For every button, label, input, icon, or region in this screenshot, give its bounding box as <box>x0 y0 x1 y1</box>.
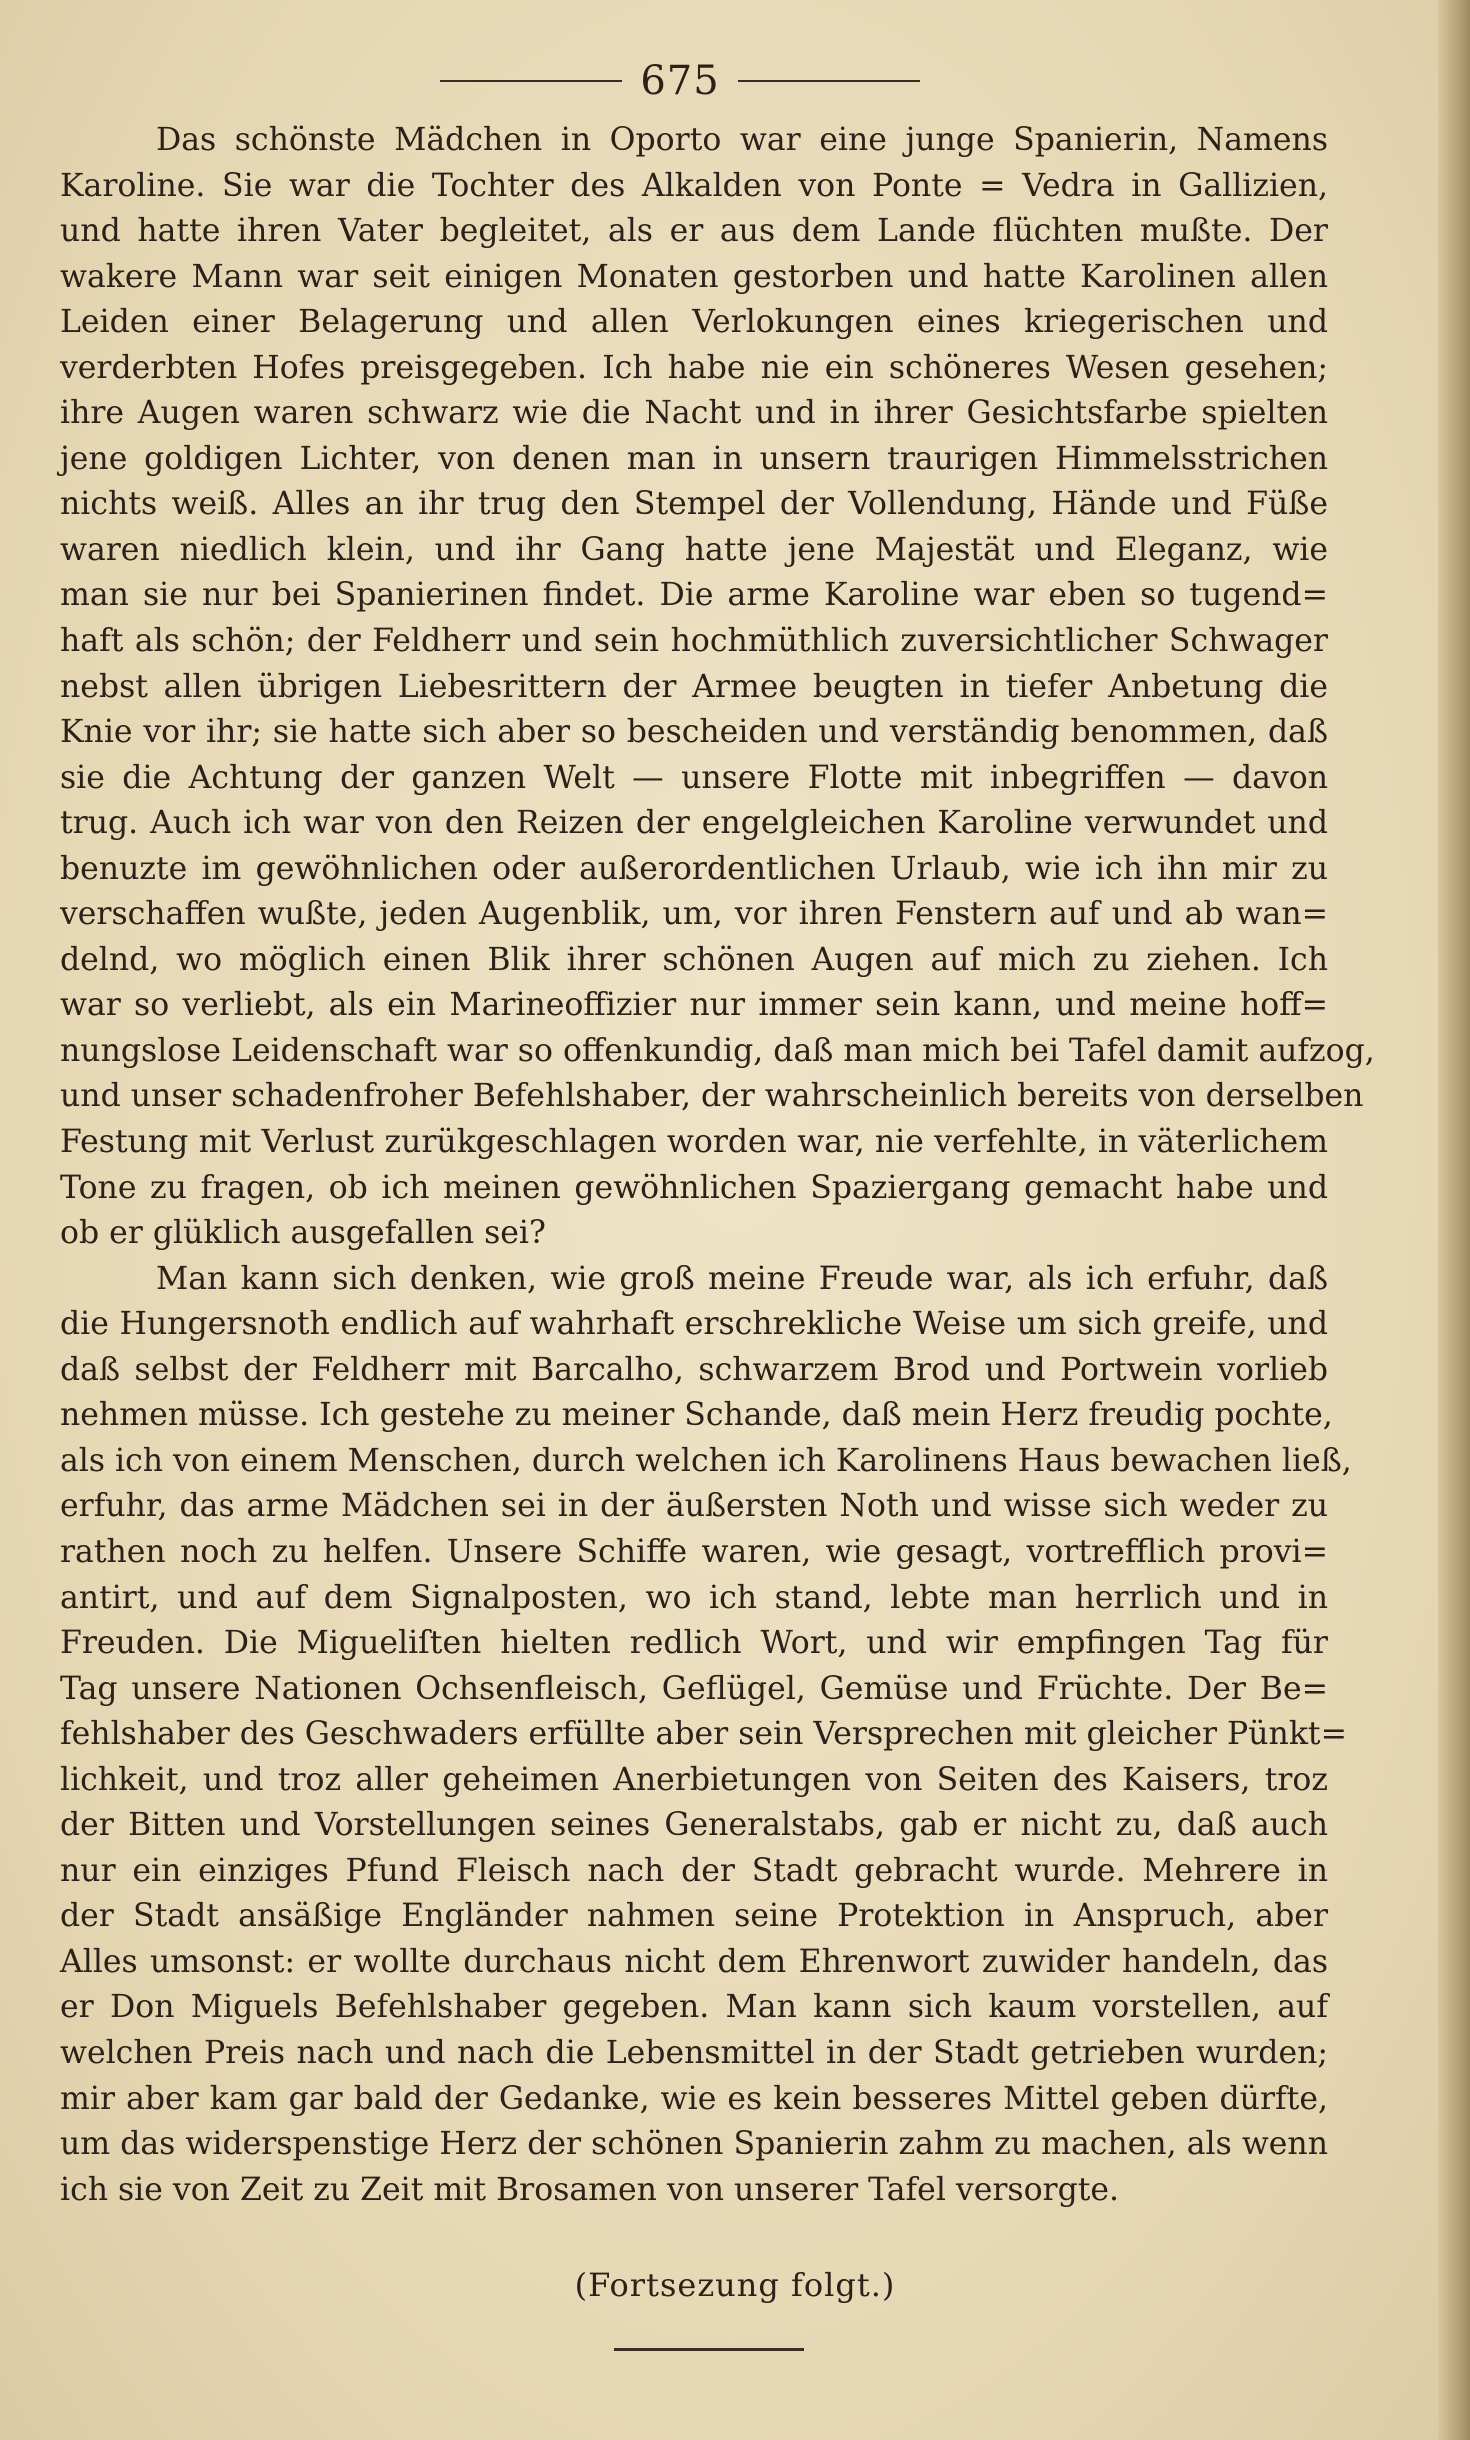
text-line: und unser schadenfroher Befehlshaber, der wahrscheinlich bereits von derselben <box>60 1078 1364 1115</box>
header-rule-right <box>738 80 920 82</box>
text-line: ich sie von Zeit zu Zeit mit Brosamen von unserer Tafel versorgte. <box>60 2171 1120 2208</box>
text-line: Tone zu fragen, ob ich meinen gewöhnlichen Spaziergang gemacht habe und <box>60 1169 1328 1206</box>
text-line: waren niedlich klein, und ihr Gang hatte jene Majestät und Eleganz, wie <box>60 531 1328 568</box>
text-line: Man kann sich denken, wie groß meine Freude war, als ich erfuhr, daß <box>156 1260 1328 1297</box>
running-header <box>440 56 920 106</box>
text-line: nehmen müsse. Ich gestehe zu meiner Schande, daß mein Herz freudig pochte, <box>60 1397 1333 1434</box>
text-line: nebst allen übrigen Liebesrittern der Armee beugten in tiefer Anbetung die <box>60 668 1328 705</box>
text-line: als ich von einem Menschen, durch welchen ich Karolinens Haus bewachen ließ, <box>60 1442 1352 1479</box>
text-line: ob er glüklich ausgefallen sei? <box>60 1215 546 1252</box>
text-line: Freuden. Die Migueliſten hielten redlich Wort, und wir empfingen Tag für <box>60 1625 1328 1662</box>
text-line: nungslose Leidenschaft war so offenkundig, daß man mich bei Tafel damit aufzog, <box>60 1032 1375 1069</box>
text-line: lichkeit, und troz aller geheimen Anerbietungen von Seiten des Kaisers, troz <box>60 1761 1328 1798</box>
text-line: ihre Augen waren schwarz wie die Nacht und in ihrer Gesichtsfarbe spielten <box>60 395 1328 432</box>
text-line: sie die Achtung der ganzen Welt — unsere Flotte mit inbegriffen — davon <box>60 759 1328 796</box>
text-line: man sie nur bei Spanierinen findet. Die arme Karoline war eben so tugend= <box>60 577 1328 614</box>
text-line: Tag unsere Nationen Ochsenfleisch, Geflügel, Gemüse und Früchte. Der Be= <box>60 1670 1328 1707</box>
text-line: trug. Auch ich war von den Reizen der engelgleichen Karoline verwundet und <box>60 805 1328 842</box>
text-line: jene goldigen Lichter, von denen man in unsern traurigen Himmelsstrichen <box>60 440 1328 477</box>
text-line: fehlshaber des Geschwaders erfüllte aber sein Versprechen mit gleicher Pünkt= <box>60 1716 1347 1753</box>
header-rule-left <box>440 80 622 82</box>
text-line: verderbten Hofes preisgegeben. Ich habe nie ein schöneres Wesen gesehen; <box>60 349 1328 386</box>
text-line: rathen noch zu helfen. Unsere Schiffe waren, wie gesagt, vortrefflich provi= <box>60 1533 1328 1570</box>
text-line: Knie vor ihr; sie hatte sich aber so bescheiden und verständig benommen, daß <box>60 714 1328 751</box>
page-number: 675 <box>640 58 720 104</box>
body-text <box>60 118 1375 2213</box>
text-line: wakere Mann war seit einigen Monaten gestorben und hatte Karolinen allen <box>60 258 1328 295</box>
text-line: Das schönste Mädchen in Oporto war eine junge Spanierin, Namens <box>156 122 1328 158</box>
text-line: und hatte ihren Vater begleitet, als er aus dem Lande flüchten mußte. Der <box>60 213 1328 250</box>
text-line: Festung mit Verlust zurükgeschlagen worden war, nie verfehlte, in väterlichem <box>60 1124 1328 1161</box>
text-line: nur ein einziges Pfund Fleisch nach der Stadt gebracht wurde. Mehrere in <box>60 1852 1328 1889</box>
text-line: welchen Preis nach und nach die Lebensmittel in der Stadt getrieben wurden; <box>60 2034 1328 2071</box>
text-line: daß selbst der Feldherr mit Barcalho, schwarzem Brod und Portwein vorlieb <box>60 1351 1328 1388</box>
footer-rule <box>614 2348 804 2351</box>
text-line: der Bitten und Vorstellungen seines Generalstabs, gab er nicht zu, daß auch <box>60 1807 1328 1844</box>
page-gutter-shadow <box>1438 0 1470 2440</box>
text-line: war so verliebt, als ein Marineoffizier nur immer sein kann, und meine hoff= <box>60 987 1328 1024</box>
text-line: der Stadt ansäßige Engländer nahmen seine Protektion in Anspruch, aber <box>60 1898 1328 1935</box>
text-line: Alles umsonst: er wollte durchaus nicht dem Ehrenwort zuwider handeln, das <box>60 1943 1328 1980</box>
continuation-note: (Fortsezung folgt.) <box>574 2266 896 2304</box>
text-line: Karoline. Sie war die Tochter des Alkalden von Ponte = Vedra in Gallizien, <box>60 167 1328 204</box>
text-line: verschaffen wußte, jeden Augenblik, um, vor ihren Fenstern auf und ab wan= <box>60 896 1328 933</box>
text-line: delnd, wo möglich einen Blik ihrer schönen Augen auf mich zu ziehen. Ich <box>60 941 1328 978</box>
text-line: mir aber kam gar bald der Gedanke, wie es kein besseres Mittel geben dürfte, <box>60 2080 1328 2117</box>
text-line: er Don Miguels Befehlshaber gegeben. Man kann sich kaum vorstellen, auf <box>60 1989 1328 2026</box>
text-line: antirt, und auf dem Signalposten, wo ich stand, lebte man herrlich und in <box>60 1579 1328 1616</box>
text-line: Leiden einer Belagerung und allen Verlokungen eines kriegerischen und <box>60 304 1328 341</box>
text-line: benuzte im gewöhnlichen oder außerordentlichen Urlaub, wie ich ihn mir zu <box>60 850 1328 887</box>
text-line: nichts weiß. Alles an ihr trug den Stempel der Vollendung, Hände und Füße <box>60 486 1328 523</box>
text-line: haft als schön; der Feldherr und sein hochmüthlich zuversichtlicher Schwager <box>60 623 1328 660</box>
text-line: erfuhr, das arme Mädchen sei in der äußersten Noth und wisse sich weder zu <box>60 1488 1328 1525</box>
text-line: um das widerspenstige Herz der schönen Spanierin zahm zu machen, als wenn <box>60 2126 1328 2163</box>
text-line: die Hungersnoth endlich auf wahrhaft erschrekliche Weise um sich greife, und <box>60 1306 1328 1343</box>
